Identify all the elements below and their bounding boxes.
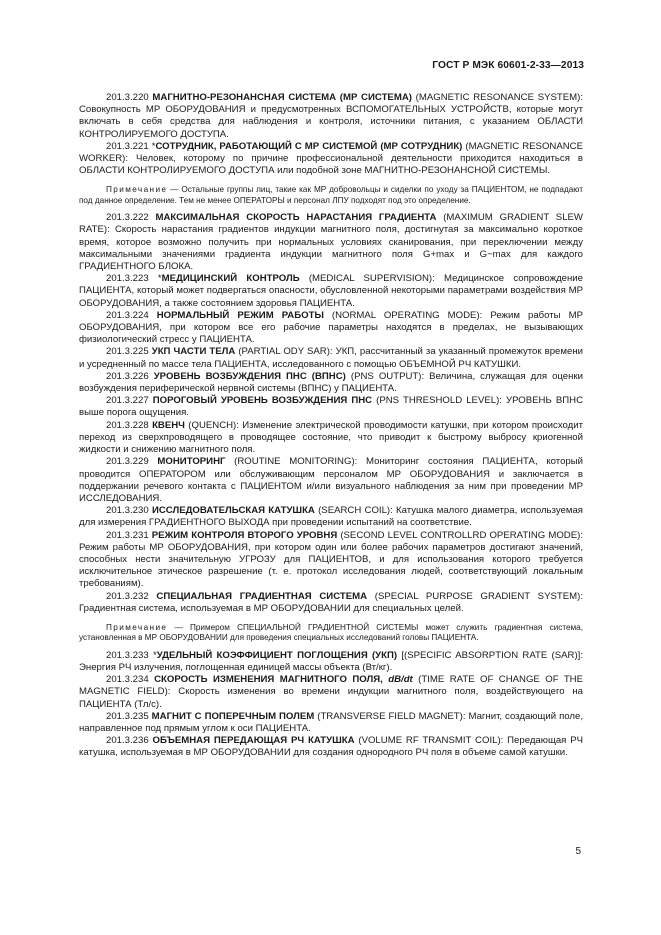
term: МЕДИЦИНСКИЙ КОНТРОЛЬ <box>161 273 300 285</box>
clause-number: 201.3.234 <box>106 674 149 686</box>
standard-header: ГОСТ Р МЭК 60601-2-33—2013 <box>432 60 584 71</box>
definition-text: (NORMAL OPERATING MODE): Режим работы МР ОБОРУДОВАНИЯ, при котором все его рабочие параметры находятся в пределах, не вызывающих физиологический стресс у ПАЦИЕНТА. <box>79 309 584 346</box>
term-symbol: dB/dt <box>388 674 413 686</box>
term: МАГНИТНО-РЕЗОНАНСНАЯ СИСТЕМА (МР СИСТЕМА) <box>152 92 412 103</box>
definition-entry <box>79 371 583 395</box>
definition-text: (MAXIMUM GRADIENT SLEW RATE): Скорость нарастания градиентов индукции магнитного поля, достигнутая за максимально короткое время, которое возможно получить при нормальных условиях сканирования, при переключении между максимальными значениями градиента индукции магнитного поля G+max и G−max для каждого ГРАДИЕНТНОГО БЛОКА. <box>79 212 583 273</box>
definition-text: (PARTIAL ODY SAR): УКП, рассчитанный за указанный промежуток времени и усредненный по массе тела ПАЦИЕНТА, исследованного с помощью ОБЪЕМНОЙ РЧ КАТУШКИ. <box>79 346 583 370</box>
definition-entry <box>79 505 583 529</box>
definition-entry <box>79 674 583 711</box>
note <box>79 623 583 644</box>
definition-entry <box>79 346 583 370</box>
definition-entry <box>79 141 583 178</box>
clause-number: 201.3.227 <box>106 395 149 407</box>
definition-text: (ROUTINE MONITORING): Мониторинг состояния ПАЦИЕНТА, который проводится ОПЕРАТОРОМ или обслуживающим персоналом МР ОБОРУДОВАНИЯ и заключается в поддержании речевого контакта с ПАЦИЕНТОМ и/или визуального наблюдения за ним при проведении МР ИССЛЕДОВАНИЯ. <box>79 456 583 504</box>
clause-number: 201.3.225 <box>106 346 149 358</box>
clause-number: 201.3.220 <box>106 92 149 103</box>
definition-entry <box>79 310 583 347</box>
note <box>79 185 583 206</box>
term: СКОРОСТЬ ИЗМЕНЕНИЯ МАГНИТНОГО ПОЛЯ, <box>154 674 383 686</box>
term: УРОВЕНЬ ВОЗБУЖДЕНИЯ ПНС (ВПНС) <box>153 370 346 382</box>
definition-entry <box>79 420 583 457</box>
definition-entry <box>79 735 583 759</box>
clause-number: 201.3.223 <box>106 273 149 285</box>
definition-text: (VOLUME RF TRANSMIT COIL): Передающая РЧ катушка, используемая в МР ОБОРУДОВАНИИ для создания однородного РЧ поля в объеме самой катушки. <box>79 735 583 759</box>
asterisk-marker: * <box>152 649 157 661</box>
clause-number: 201.3.224 <box>106 309 149 321</box>
definition-text: (MAGNETIC RESONANCE WORKER): Человек, которому по причине профессиональной деятельности приходится находиться в ОБЛАСТИ КОНТРОЛИРУЕМОГО ДОСТУПА или подобной зоне МАГНИТНО-РЕЗОНАНСНОЙ СИСТЕМЫ. <box>79 140 583 177</box>
definition-text: (MEDICAL SUPERVISION): Медицинское сопровождение ПАЦИЕНТА, который может подвергаться опасности, обусловленной некоторыми параметрами воздействия МР ОБОРУДОВАНИЯ, а также состоянием здоровья ПАЦИЕНТА. <box>79 273 583 309</box>
term: МАГНИТ С ПОПЕРЕЧНЫМ ПОЛЕМ <box>151 710 315 722</box>
definition-text: (QUENCH): Изменение электрической проводимости катушки, при котором происходит переход из сверхпроводящего в проводящее состояние, что приводит к быстрому выбросу криогенной жидкости и снижению магнитного поля. <box>79 419 584 456</box>
term: КВЕНЧ <box>152 419 185 431</box>
term: МОНИТОРИНГ <box>157 456 226 468</box>
clause-number: 201.3.231 <box>106 529 149 541</box>
definitions-section <box>79 92 583 760</box>
definition-entry <box>79 92 583 141</box>
clause-number: 201.3.236 <box>106 735 149 747</box>
clause-number: 201.3.222 <box>106 212 149 224</box>
term: МАКСИМАЛЬНАЯ СКОРОСТЬ НАРАСТАНИЯ ГРАДИЕНТА <box>155 212 437 224</box>
definition-text: (SEARCH COIL): Катушка малого диаметра, используемая для измерения ГРАДИЕНТНОГО ВЫХОДА при проведении испытаний на соответствие. <box>79 505 583 529</box>
note-label: Примечание <box>106 622 168 632</box>
definition-entry <box>79 273 583 310</box>
note-label: Примечание <box>106 185 168 195</box>
clause-number: 201.3.235 <box>106 710 149 722</box>
definition-text: (MAGNETIC RESONANCE SYSTEM): Совокупность МР ОБОРУДОВАНИЯ и предусмотренных ВСПОМОГАТЕЛЬНЫХ УСТРОЙСТВ, которые могут включать в себя средства для наблюдения и контроля, источники питания, с указанием ОБЛАСТИ КОНТРОЛИРУЕМОГО ДОСТУПА. <box>79 92 583 140</box>
definition-text: (SPECIAL PURPOSE GRADIENT SYSTEM): Градиентная система, используемая в МР ОБОРУДОВАНИИ для специальных целей. <box>79 590 583 614</box>
note-text: — Остальные группы лиц, такие как МР добровольцы и сиделки по уходу за ПАЦИЕНТОМ, не подпадают под данное определение. Тем не менее ОПЕРАТОРЫ и персонал ЛПУ подходят под это определение. <box>79 185 583 205</box>
term: УКП ЧАСТИ ТЕЛА <box>151 346 236 358</box>
definition-text: (SECOND LEVEL CONTROLLRD OPERATING MODE): Режим работы МР ОБОРУДОВАНИЯ, при котором один или более рабочих параметров достигают значений, способных нести значительную УГРОЗУ для ПАЦИЕНТОВ, и для использования которого требуется исключительное этическое разрешение (т. е. протокол исследования людей, соответствующий локальным требованиям). <box>79 529 583 590</box>
clause-number: 201.3.229 <box>106 456 149 468</box>
clause-number: 201.3.226 <box>106 370 149 382</box>
term: СПЕЦИАЛЬНАЯ ГРАДИЕНТНАЯ СИСТЕМА <box>156 590 368 602</box>
definition-text: (TRANSVERSE FIELD MAGNET): Магнит, создающий поле, направленное под прямым углом к оси ПАЦИЕНТА. <box>79 710 583 734</box>
term: ОБЪЕМНАЯ ПЕРЕДАЮЩАЯ РЧ КАТУШКА <box>152 735 355 747</box>
asterisk-marker: * <box>151 140 156 152</box>
term: НОРМАЛЬНЫЙ РЕЖИМ РАБОТЫ <box>156 309 324 321</box>
term: ПОРОГОВЫЙ УРОВЕНЬ ВОЗБУЖДЕНИЯ ПНС <box>152 395 373 407</box>
note-text: — Примером СПЕЦИАЛЬНОЙ ГРАДИЕНТНОЙ СИСТЕМЫ может служить градиентная система, установленная в МР ОБОРУДОВАНИИ для проведения специальных исследований головы ПАЦИЕНТА. <box>79 622 583 643</box>
definition-text: [(SPECIFIC ABSORPTION RATE (SAR)]: Энергия РЧ излучения, поглощенная единицей массы объекта (Вт/кг). <box>79 649 583 673</box>
definition-text: (TIME RATE OF CHANGE OF THE MAGNETIC FIELD): Скорость изменения во времени индукции магнитного поля, воздействующего на ПАЦИЕНТА (Тл/с). <box>79 674 584 710</box>
definition-entry <box>79 530 583 591</box>
term: УДЕЛЬНЫЙ КОЭФФИЦИЕНТ ПОГЛОЩЕНИЯ (УКП) <box>156 649 398 661</box>
term: СОТРУДНИК, РАБОТАЮЩИЙ С МР СИСТЕМОЙ (МР СОТРУДНИК) <box>155 140 463 152</box>
definition-entry <box>79 711 583 735</box>
definition-entry <box>79 650 583 674</box>
definition-entry <box>79 212 583 273</box>
clause-number: 201.3.232 <box>106 590 149 602</box>
clause-number: 201.3.233 <box>106 649 149 661</box>
clause-number: 201.3.230 <box>106 505 149 517</box>
asterisk-marker: * <box>157 273 162 285</box>
page-number: 5 <box>575 846 581 857</box>
clause-number: 201.3.228 <box>106 419 149 431</box>
definition-text: (PNS OUTPUT): Величина, служащая для оценки возбуждения периферической нервной системы (ВПНС) у ПАЦИЕНТА. <box>79 370 583 395</box>
term: РЕЖИМ КОНТРОЛЯ ВТОРОГО УРОВНЯ <box>151 529 338 541</box>
term: ИССЛЕДОВАТЕЛЬСКАЯ КАТУШКА <box>151 505 315 517</box>
definition-entry <box>79 456 583 505</box>
definition-text: (PNS THRESHOLD LEVEL): УРОВЕНЬ ВПНС выше порога ощущения. <box>79 395 583 419</box>
definition-entry <box>79 591 583 615</box>
clause-number: 201.3.221 <box>106 140 149 152</box>
definition-entry <box>79 395 583 419</box>
